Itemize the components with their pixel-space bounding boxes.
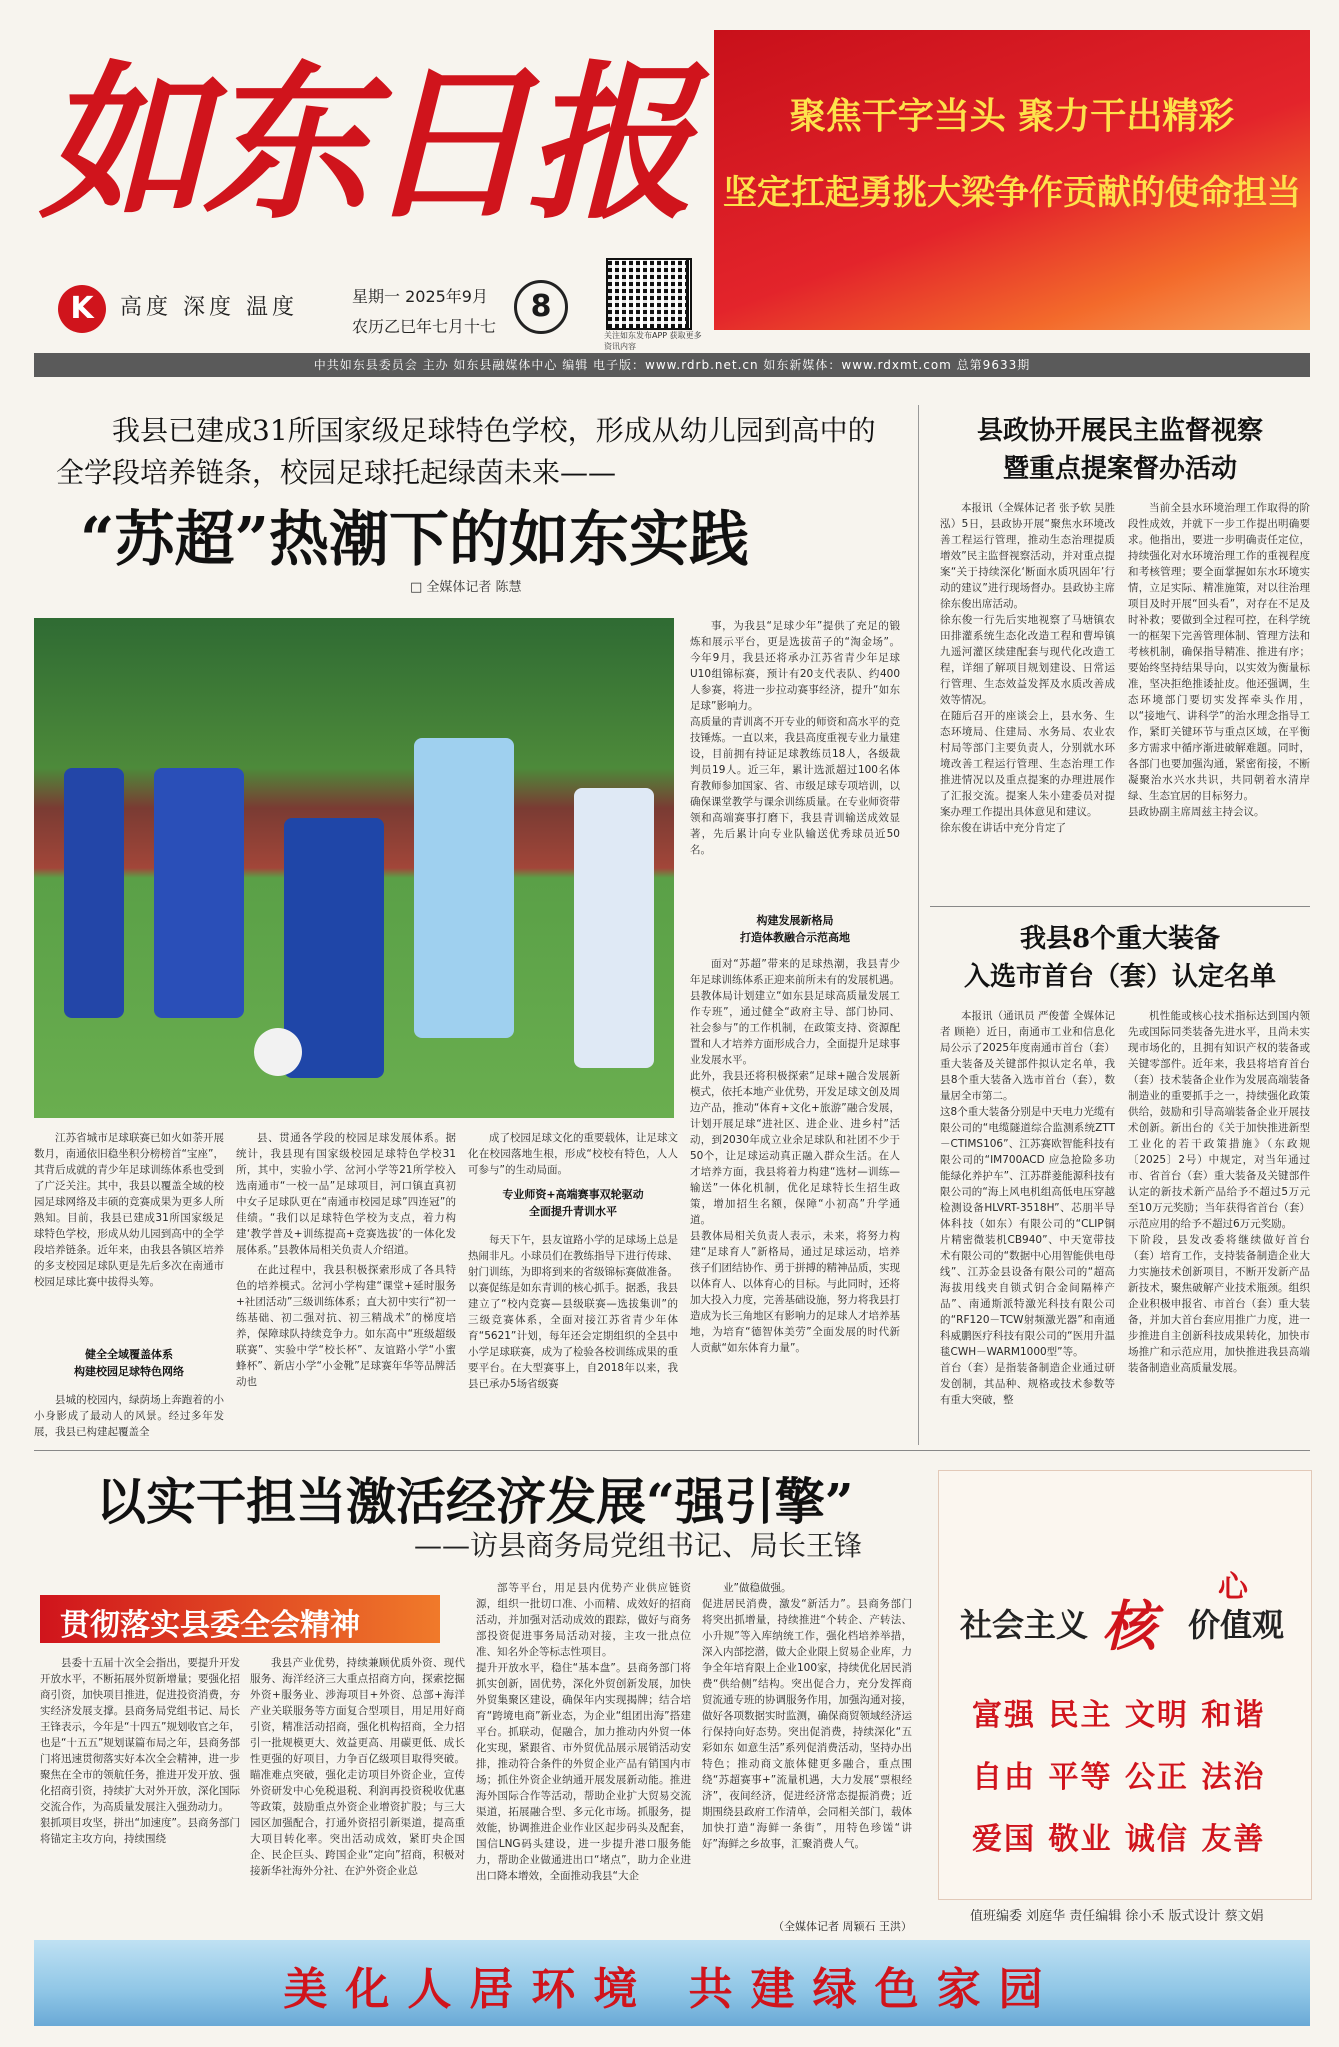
lead-col-4b: 面对“苏超”带来的足球热潮，我县青少年足球训练体系正迎来前所未有的发展机遇。县教体局计划建立“如东县足球高质量发展工作专班”，通过健全“政府主导、部门协同、社会参与”的工作机制，在政策支持、资源配置和人才培养方面形成合力，全面提升足球事业发展水平。 此外，我县还将积极探索“足球+融合发展新模式，依托本地产业优势，开发足球文创及周边产品，推动“体育+文化+旅游”融合发展，计划开展足球“进社区、进企业、进乡村”活动，到2030年成立业余足球队和社团不少于50个，让足球运动真正融入群众生活。在人才培养方面，我县将着力构建“选材—训练—输送”一体化机制，优化足球特长生招生政策，增加招生名额，保障“小初高”升学通道。 县教体局相关负责人表示，未来，将努力构建“足球育人”新格局，通过足球运动，培养孩子们团结协作、勇于拼搏的精神品质，实现以体育人、以体育心的目标。与此同时，还将加大投入力度，完善基础设施，努力将我县打造成为长三角地区有影响力的足球人才培养基地，为培育“德智体美劳”全面发展的时代新人贡献“如东体育力量”。 [690,958,900,1354]
interview-col-3: 部等平台，用足县内优势产业供应链资源，组织一批切口准、小而精、成效好的招商活动，并加强对活动成效的跟踪，做好与商务部投资促进事务局活动对接，主攻一批点位准、知名外企等标志性项目。 提升开放水平，稳住“基本盘”。县商务部门将抓实创新，固优势，深化外贸创新发展，加快外贸集聚区建设，确保年内实现揭牌；结合培育“跨境电商”新业态，为企业“组团出海”搭建平台。抓联动，促融合，加力推动内外贸一体化实现，紧跟省、市外贸优品展示展销活动安排，推动符合条件的外贸企业产品有销国内市场；抓住外资企业纳通开展发展新动能。推进海外国际合作等活动，帮助企业扩大贸易交流渠道，拓展融合型、多元化市场。抓服务，提效能，协调推进企业作业区起步码头及配套，国信LNG码头建设，进一步提升港口服务能力，帮助企业做通进出口“堵点”，助力企业进出口降本增效，全面推动我县“大企 [476,1582,691,1882]
lead-col-3b: 每天下午，县友谊路小学的足球场上总是热闹非凡。小球员们在教练指导下进行传球、射门训练，为即将到来的省级锦标赛做准备。 以赛促练是如东青训的核心抓手。据悉，我县建立了“校内竞赛—县级联赛—选拔集训”的三级竞赛体系，全面对接江苏省青少年体育“5621”计划，每年还会定期组织的全县中小学足球联赛，成为了检验各校训练成果的重要平台。在大型赛事上，自2018年以来，我县已承办5场省级赛 [468,1234,678,1390]
lead-col-4: 事，为我县“足球少年”提供了充足的锻炼和展示平台，更是选拔苗子的“淘金场”。今年9月，我县还将承办江苏省青少年足球U10组锦标赛，预计有20支代表队、约400人参赛，将进一步拉动赛事经济，提升“如东足球”影响力。 高质量的青训离不开专业的师资和高水平的竞技锤炼。一直以来，我县高度重视专业力量建设，目前拥有持证足球教练员18人，各级裁判员19人。近三年，累计选派超过100名体育教师参加国家、省、市级足球专项培训，以确保课堂教学与课余训练质量。在专业师资带领和高端赛事打磨下，我县青训输送成效显著，先后累计向专业队输送优秀球员近50名。 [690,620,900,856]
lead-byline: □ 全媒体记者 陈慧 [410,580,522,595]
paper-logo-icon [58,285,106,333]
lower-divider [34,1450,1310,1451]
editor-credits: 值班编委 刘庭华 责任编辑 徐小禾 版式设计 蔡文娟 [970,1909,1264,1924]
player-figure [574,788,654,1068]
masthead-slogan: 高度 深度 温度 [120,295,298,320]
interview-col-4: 业”做稳做强。 促进居民消费，激发“新活力”。县商务部门将突出抓增量，持续推进“个转企、产转法、小升规”等入库纳统工作，强化档培养举措，深入内部挖潜，做大企业限上贸易企业库，力争全年培育限上企业100家，持续优化居民消费“供给侧”结构。突出促合力，充分发挥商贸流通专班的协调服务作用，加强沟通对接，做好各项数据实时监测，确保商贸领域经济运行保持向好态势。突出促消费，持续深化“五彩如东 如意生活”系列促消费活动，坚持办出特色；推动商文旅体健更多融合，重点围绕“苏超赛事+”流量机遇，大力发展“票根经济”，夜间经济，促进经济常态提振消费；近期围绕县政府工作清单，会同相关部门，载体加快打造“海鲜一条街”，用特色珍馐“讲好”海鲜之乡故事，汇聚消费人气。 [702,1582,912,1850]
article2-title-line2: 暨重点提案督办活动 [1002,454,1237,484]
core-values-title-b: 核 [1102,1594,1156,1658]
column-divider [918,405,919,1445]
player-figure [154,768,244,1018]
lead-headline: “苏超”热潮下的如东实践 [80,505,750,575]
core-values-row-2: 自由 平等 公正 法治 [972,1760,1266,1795]
player-figure [284,818,384,1078]
core-values-title-d: 价值观 [1188,1606,1285,1644]
article2-col-1: 本报讯（全媒体记者 张予软 吴胜泓）5日，县政协开展“聚焦水环境改善工程运行管理，推动生态治理提质增效”民主监督视察活动，并对重点提案“关于持续深化‘断面水质巩固年’行动的建议”进行现场督办。县政协主席徐东俊出席活动。 徐东俊一行先后实地视察了马塘镇农田排灌系统生态化改造工程和曹埠镇九遥河灌区续建配套与现代化改造工程，详细了解项目规划建设、日常运行管理、生态效益发挥及水质改善成效等情况。 在随后召开的座谈会上，县水务、生态环境局、住建局、水务局、农业农村局等部门主要负责人，分别就水环境改善工程运行管理、生态治理工作推进情况以及重点提案的办理进展作了汇报交流。提案人朱小建委员对提案办理工作提出具体意见和建议。 徐东俊在讲话中充分肯定了 [940,502,1115,834]
lead-subtitle: 我县已建成31所国家级足球特色学校，形成从幼儿园到高中的全学段培养链条，校园足球托起绿茵未来—— [56,414,876,489]
issue-day-badge: 8 [514,280,568,334]
core-values-title-a: 社会主义 [960,1606,1089,1644]
lead-col-1: 江苏省城市足球联赛已如火如荼开展数月，南通依旧稳坐积分榜榜首“宝座”，其背后成就的青少年足球训练体系也受到了广泛关注。其中，我县以覆盖全域的校园足球网络及丰硕的竞赛成果为更多人所熟知。目前，我县已建成31所国家级足球特色学校，形成从幼儿园到高中的全学段培养链条。近年来，由我县各镇区培养的多支校园足球队更是先后多次在南通市校园足球比赛中拔得头筹。 [34,1132,224,1288]
footer-banner-text: 美化人居环境 共建绿色家园 [283,1964,1061,2015]
article3-title-line2: 入选市首台（套）认定名单 [963,962,1276,992]
newspaper-masthead: 如东日报 [40,44,688,242]
core-values-title-c: 心 [1218,1570,1248,1605]
interview-byline: （全媒体记者 周颖石 王洪） [773,1920,912,1933]
weekday-date: 星期一 2025年9月 [352,287,488,306]
article2-title-line1: 县政协开展民主监督视察 [976,416,1263,446]
lead-subhead-1: 健全全域覆盖体系 构建校园足球特色网络 [74,1348,184,1378]
section-banner-text: 贯彻落实县委全会精神 [60,1608,360,1643]
article3-col-2: 机性能或核心技术指标达到国内领先或国际同类装备先进水平，且尚未实现市场化的，且拥有知识产权的装备或关键零部件。近年来，我县将培育首台（套）技术装备企业作为发展高端装备制造业的重要抓手之一，持续强化政策供给，鼓励和引导高端装备企业开展技术创新。新出台的《关于加快推进新型工业化的若干政策措施》（东政规〔2025〕2号）中规定，对当年通过市、省首台（套）重大装备及关键部件认定的新技术新产品给予不超过5万元至10万元奖励；当年获得省首台（套）示范应用的给予不超过6万元奖励。 下阶段，县发改委将继续做好首台（套）培育工作，支持装备制造企业大力实施技术创新项目，不断开发新产品新技术，聚焦破解产业技术瓶颈。组织企业积极申报省、市首台（套）重大装备，并加大首台套应用推广力度，进一步推进自主创新科技成果转化，加快市场推广和示范应用，加快推进我县高端装备制造业高质量发展。 [1128,1010,1310,1374]
lead-col-2: 县、贯通各学段的校园足球发展体系。据统计，我县现有国家级校园足球特色学校31所，其中，实验小学、岔河小学等21所学校入选南通市“一校一品”足球项目，河口镇直真初中女子足球队更在“南通市校园足球”四连冠”的佳绩。“我们以足球特色学校为支点，着力构建‘教学普及+训练提高+竞赛选拔’的一体化发展体系。”县教体局相关负责人介绍道。 [236,1132,456,1256]
banner-line-1: 聚焦干字当头 聚力干出精彩 [789,95,1235,137]
qr-code-pattern [608,260,686,324]
interview-col-2: 我县产业优势，持续兼顾优质外资、现代服务、海洋经济三大重点招商方向，探索挖掘外资+服务业、涉海项目+外资、总部+海洋产业关联服务等方面复合型项目，用足用好商引资，精准活动招商，强化机构招商，全力招引一批规模更大、效益更高、用碳更低、成长性更强的好项目，力争百亿级项目取得突破。瞄准难点突破，强化走访项目外资企业，宣传外资研发中心免税退税、利润再投资税收优惠等政策，鼓励重点外资企业增资扩股；与三大园区加强配合，打通外资招引新渠道，提高重大项目转化率。突出活动成效，紧盯央企国企、民企巨头、跨国企业“定向”招商，积极对接新华社海外分社、在沪外资企业总 [250,1657,465,1877]
player-figure [64,768,124,1018]
section-divider [930,906,1310,907]
article3-col-1: 本报讯（通讯员 严俊蕾 全媒体记者 顾艳）近日，南通市工业和信息化局公示了2025年度南通市首台（套）重大装备及关键部件拟认定名单，我县8个重大装备入选市首台（套），数量居全市第二。 这8个重大装备分别是中天电力光缆有限公司的“电缆隧道综合监测系统ZTT－CTIMS106”、江苏赛欧智能科技有限公司的“IM700ACD 应急抢险多功能绿化养护车”、江苏群菱能源科技有限公司的“海上风电机组高低电压穿越检测设备HLVRT-3518H”、芯朋半导体科技（如东）有限公司的“CLIP铜片精密微装机CB940”、中天宽带技术有限公司的“数据中心用智能供电母线”、江苏金县设备有限公司的“超高海拔用线夹自锁式钥合金间隔棒产品”、南通斯派特激光科技有限公司的“RF120－TCW射频激光器”和南通科威鹏医疗科技有限公司的“医用升温毯CWH－WARM1000型”等。 首台（套）是指装备制造企业通过研发创制，其品种、规格或技术参数等有重大突破，整 [940,1010,1115,1406]
lead-col-3: 成了校园足球文化的重要载体，让足球文化在校园落地生根，形成“校校有特色，人人可参与”的生动局面。 [468,1132,678,1176]
qr-caption: 关注如东发布APP 获取更多资讯内容 [604,331,702,351]
article3-title-line1: 我县8个重大装备 [1019,924,1221,954]
interview-col-1: 县委十五届十次全会指出，要提升开发开放水平，不断拓展外贸新增量；要强化招商引资，加快项目推进，促进投资消费，夯实经济发展支撑。县商务局党组书记、局长王锋表示，今年是“十四五”规划收官之年，也是“十五五”规划谋篇布局之年，县商务部门将迅速贯彻落实好本次全会精神，进一步聚焦在全市的领航任务，推进开发开放、强化招商引资，持续扩大对外开放，深化国际交流合作，为高质量发展注入强劲动力。 狠抓项目攻坚，拼出“加速度”。县商务部门将锚定主攻方向，持续围绕 [40,1657,240,1845]
football-photo [34,618,674,1118]
lead-col-1b: 县城的校园内，绿荫场上奔跑着的小小身影成了最动人的风景。经过多年发展，我县已构建起覆盖全 [34,1394,224,1438]
date-info [352,282,496,342]
interview-subtitle: ——访县商务局党组书记、局长王锋 [414,1529,863,1562]
banner-line-2: 坚定扛起勇挑大梁争作贡献的使命担当 [723,173,1301,213]
core-values-row-1: 富强 民主 文明 和谐 [972,1698,1266,1733]
interview-headline: 以实干担当激活经济发展“强引擎” [96,1472,854,1531]
core-values-row-3: 爱国 敬业 诚信 友善 [972,1822,1266,1857]
lunar-date: 农历乙巳年七月十七 [352,317,497,336]
player-figure [414,738,514,1038]
lead-subhead-3: 构建发展新格局 打造体教融合示范高地 [740,914,850,944]
football-ball [254,1028,302,1076]
article2-col-2: 当前全县水环境治理工作取得的阶段性成效，并就下一步工作提出明确要求。他指出，要进一步明确责任定位，持续强化对水环境治理工作的重视程度和考核管理；要全面掌握如东水环境实情，立足实际、精准施策，对以往治理项目及时开展“回头看”，对存在不足及时补救；要做到全过程可控，在科学统一的框架下完善管理体制、管理方法和考核机制，确保指导精准、推进有序；要始终坚持结果导向，以实效为衡量标准，坚决拒绝推诿扯皮。他还强调，生态环境部门要切实发挥牵头作用，以“接地气、讲科学”的治水理念指导工作，紧盯关键环节与重点区域，在平衡多方需求中循序渐进破解难题。同时，各部门也要加强沟通，紧密衔接，不断凝聚治水兴水共识，共同朝着水清岸绿、生态宜居的目标努力。 县政协副主席周兹主持会议。 [1128,502,1310,818]
lead-subhead-2: 专业师资+高端赛事双轮驱动 全面提升青训水平 [502,1188,644,1218]
lead-col-2b: 在此过程中，我县积极探索形成了各具特色的培养模式。岔河小学构建“课堂+延时服务+社团活动”三级训练体系；直大初中实行“初一练基础、初二强对抗、初三精战术”的梯度培养，保障球队持续竞争力。如东高中“班级超级联赛”、实验中学“校长杯”、友谊路小学“小蜜蜂杯”、新店小学“小金靴”足球赛年华等品牌活动也 [236,1264,456,1388]
publisher-info-bar: 中共如东县委员会 主办 如东县融媒体中心 编辑 电子版：www.rdrb.net.cn 如东新媒体：www.rdxmt.com 总第9633期 [34,353,1310,377]
